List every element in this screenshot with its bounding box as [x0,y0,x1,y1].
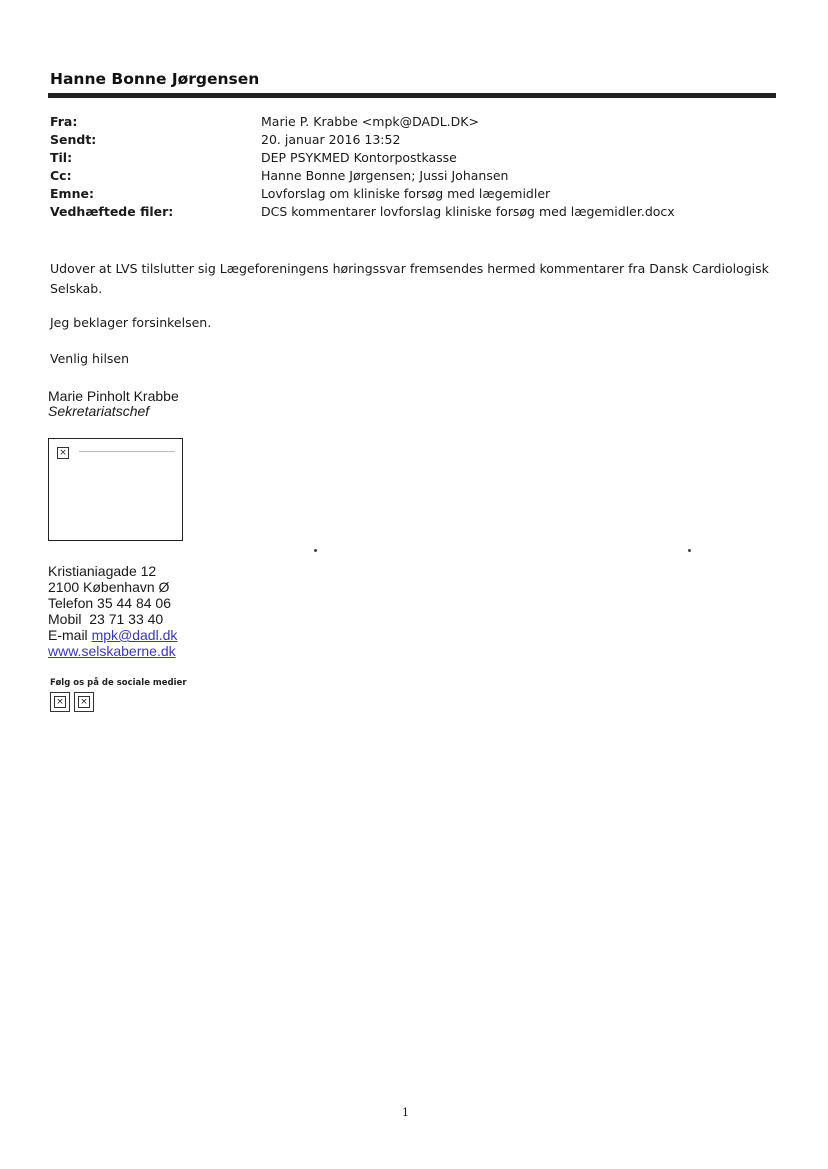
scan-speck [314,549,317,552]
contact-block [48,563,177,659]
header-row-sent [50,131,770,149]
header-label: Sendt: [50,132,97,147]
body-line: Udover at LVS tilslutter sig Lægeforeningens høringssvar fremsendes hermed kommentarer fra Dansk Cardiologisk [50,261,769,276]
title-divider [48,93,776,98]
header-row-cc [50,167,770,185]
signature-role: Sekretariatschef [48,403,150,419]
logo-placeholder [48,438,183,541]
email-label: E-mail [48,627,88,643]
website-link[interactable]: www.selskaberne.dk [48,643,176,659]
header-label: Til: [50,150,73,165]
placeholder-caption-line [79,451,175,452]
social-icon-1[interactable] [50,692,70,712]
body-paragraph-1 [50,259,770,299]
page-number: 1 [402,1106,409,1119]
social-icon-2[interactable] [74,692,94,712]
contact-mobile: Mobil 23 71 33 40 [48,611,164,627]
broken-image-icon: × [57,447,69,459]
header-value: Hanne Bonne Jørgensen; Jussi Johansen [261,168,509,183]
header-value: Marie P. Krabbe <mpk@DADL.DK> [261,114,479,129]
header-row-attachments [50,203,770,221]
broken-image-icon: × [54,696,66,708]
social-icons [50,692,94,712]
body-line: Selskab. [50,281,103,296]
contact-phone: Telefon 35 44 84 06 [48,595,171,611]
header-value: Lovforslag om kliniske forsøg med lægemidler [261,186,551,201]
contact-email-line [48,627,177,643]
contact-city: 2100 København Ø [48,579,170,595]
closing: Venlig hilsen [50,351,130,366]
contact-street: Kristianiagade 12 [48,563,157,579]
header-label: Cc: [50,168,72,183]
scan-speck [688,549,691,552]
email-header [50,113,770,221]
header-value: 20. januar 2016 13:52 [261,132,401,147]
signature-name: Marie Pinholt Krabbe [48,388,179,404]
header-label: Fra: [50,114,78,129]
document-title: Hanne Bonne Jørgensen [50,70,260,88]
header-value: DEP PSYKMED Kontorpostkasse [261,150,457,165]
broken-image-icon: × [78,696,90,708]
header-row-subject [50,185,770,203]
header-label: Emne: [50,186,94,201]
header-label: Vedhæftede filer: [50,204,174,219]
social-media-label: Følg os på de sociale medier [50,678,187,688]
header-value: DCS kommentarer lovforslag kliniske forsøg med lægemidler.docx [261,204,675,219]
header-row-to [50,149,770,167]
email-link[interactable]: mpk@dadl.dk [91,627,178,643]
body-paragraph-2: Jeg beklager forsinkelsen. [50,315,212,330]
header-row-from [50,113,770,131]
